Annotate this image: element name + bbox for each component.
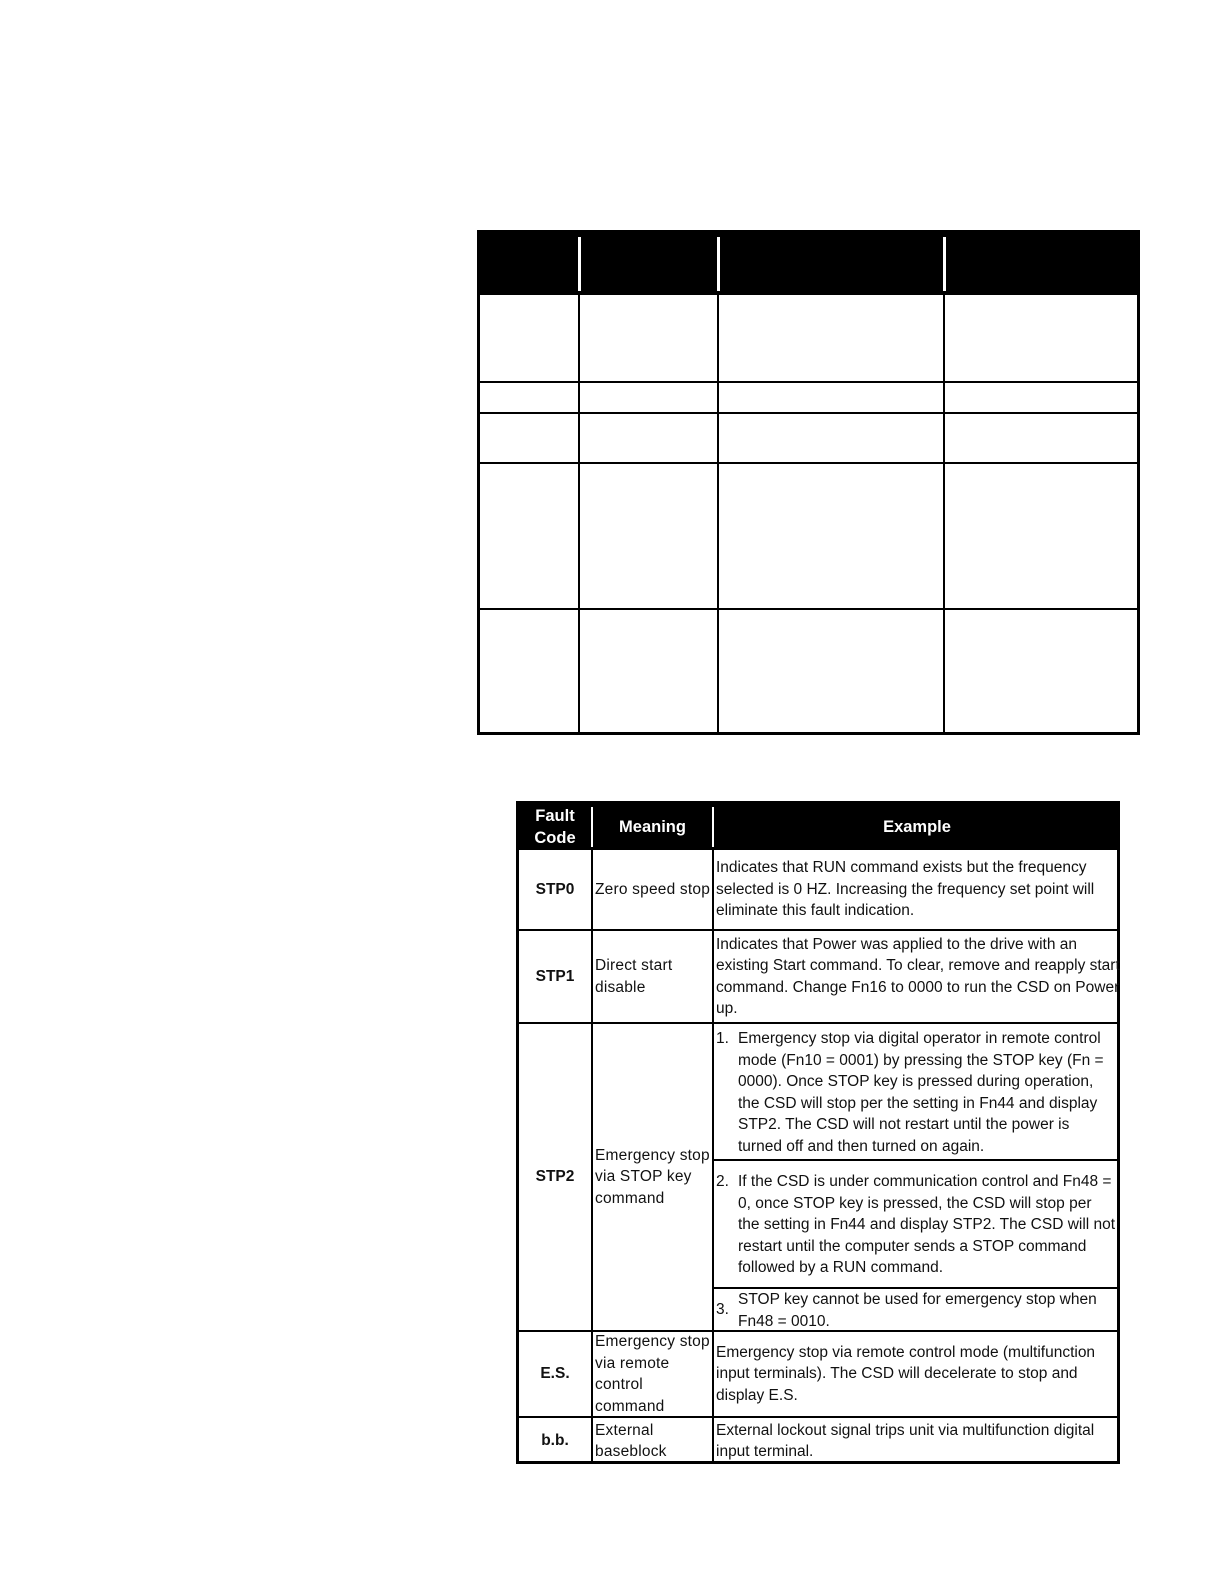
fault-example: Emergency stop via remote control mode (multifunction input terminals). The CSD will decelerate to stop and display E.S. — [716, 1343, 1096, 1404]
fault-meaning: Zero speed stop — [595, 880, 711, 898]
row-sub-line — [712, 1159, 1117, 1161]
item-text: If the CSD is under communication control and Fn48 = 0, once STOP key is pressed, the CSD will stop per the setting in Fn44 and display STP2. The CSD will not restart until the computer sends a STOP command followed by a RUN command. — [738, 1173, 1116, 1276]
blank-table-row-line — [480, 608, 1137, 610]
blank-table-row-line — [480, 381, 1137, 383]
header-example: Example — [883, 818, 951, 836]
fault-example: Indicates that RUN command exists but the frequency selected is 0 HZ. Increasing the frequency set point will eliminate this fault indication. — [716, 859, 1095, 920]
fault-meaning: Emergency stop via STOP key command — [595, 1146, 710, 1207]
item-number: 3. — [716, 1301, 729, 1318]
example-item — [716, 1028, 1120, 1158]
fault-meaning: External baseblock — [595, 1421, 667, 1460]
blank-table-column-line — [578, 295, 580, 735]
header-meaning: Meaning — [619, 818, 686, 836]
blank-table-row-line — [480, 412, 1137, 414]
item-number: 2. — [716, 1173, 729, 1190]
blank-table-column-line — [717, 295, 719, 735]
fault-code: E.S. — [540, 1365, 570, 1382]
blank-table-header-divider — [578, 237, 581, 291]
fault-code: b.b. — [541, 1432, 569, 1449]
fault-example: External lockout signal trips unit via multifunction digital input terminal. — [716, 1421, 1095, 1460]
blank-table-header-divider — [717, 237, 720, 291]
fault-example: Indicates that Power was applied to the drive with an existing Start command. To clear, remove and reapply start command. Change Fn16 to 0000 to run the CSD on Power up. — [716, 935, 1120, 1017]
table-header — [519, 804, 1117, 850]
fault-code-table — [516, 801, 1120, 1464]
fault-code: STP2 — [535, 1168, 575, 1185]
fault-code: STP1 — [535, 967, 575, 985]
example-item — [716, 1289, 1120, 1330]
item-text: Emergency stop via digital operator in remote control mode (Fn10 = 0001) by pressing the STOP key (Fn = 0000). Once STOP key is pressed during operation, the CSD will stop per the setting in Fn44 and display STP2. The CSD will not restart until the power is turned off and then turned on again. — [738, 1030, 1104, 1155]
item-text: STOP key cannot be used for emergency stop when Fn48 = 0010. — [738, 1291, 1097, 1330]
example-item — [716, 1171, 1120, 1286]
item-number: 1. — [716, 1030, 729, 1047]
fault-code: STP0 — [535, 880, 575, 898]
blank-table — [477, 230, 1140, 735]
fault-meaning: Direct start disable — [595, 957, 673, 996]
blank-table-header-divider — [943, 237, 946, 291]
header-fault-code: Fault Code — [534, 807, 576, 847]
blank-table-column-line — [943, 295, 945, 735]
column-line — [591, 850, 593, 1464]
blank-table-row-line — [480, 462, 1137, 464]
fault-meaning: Emergency stop via remote control command — [595, 1333, 710, 1415]
